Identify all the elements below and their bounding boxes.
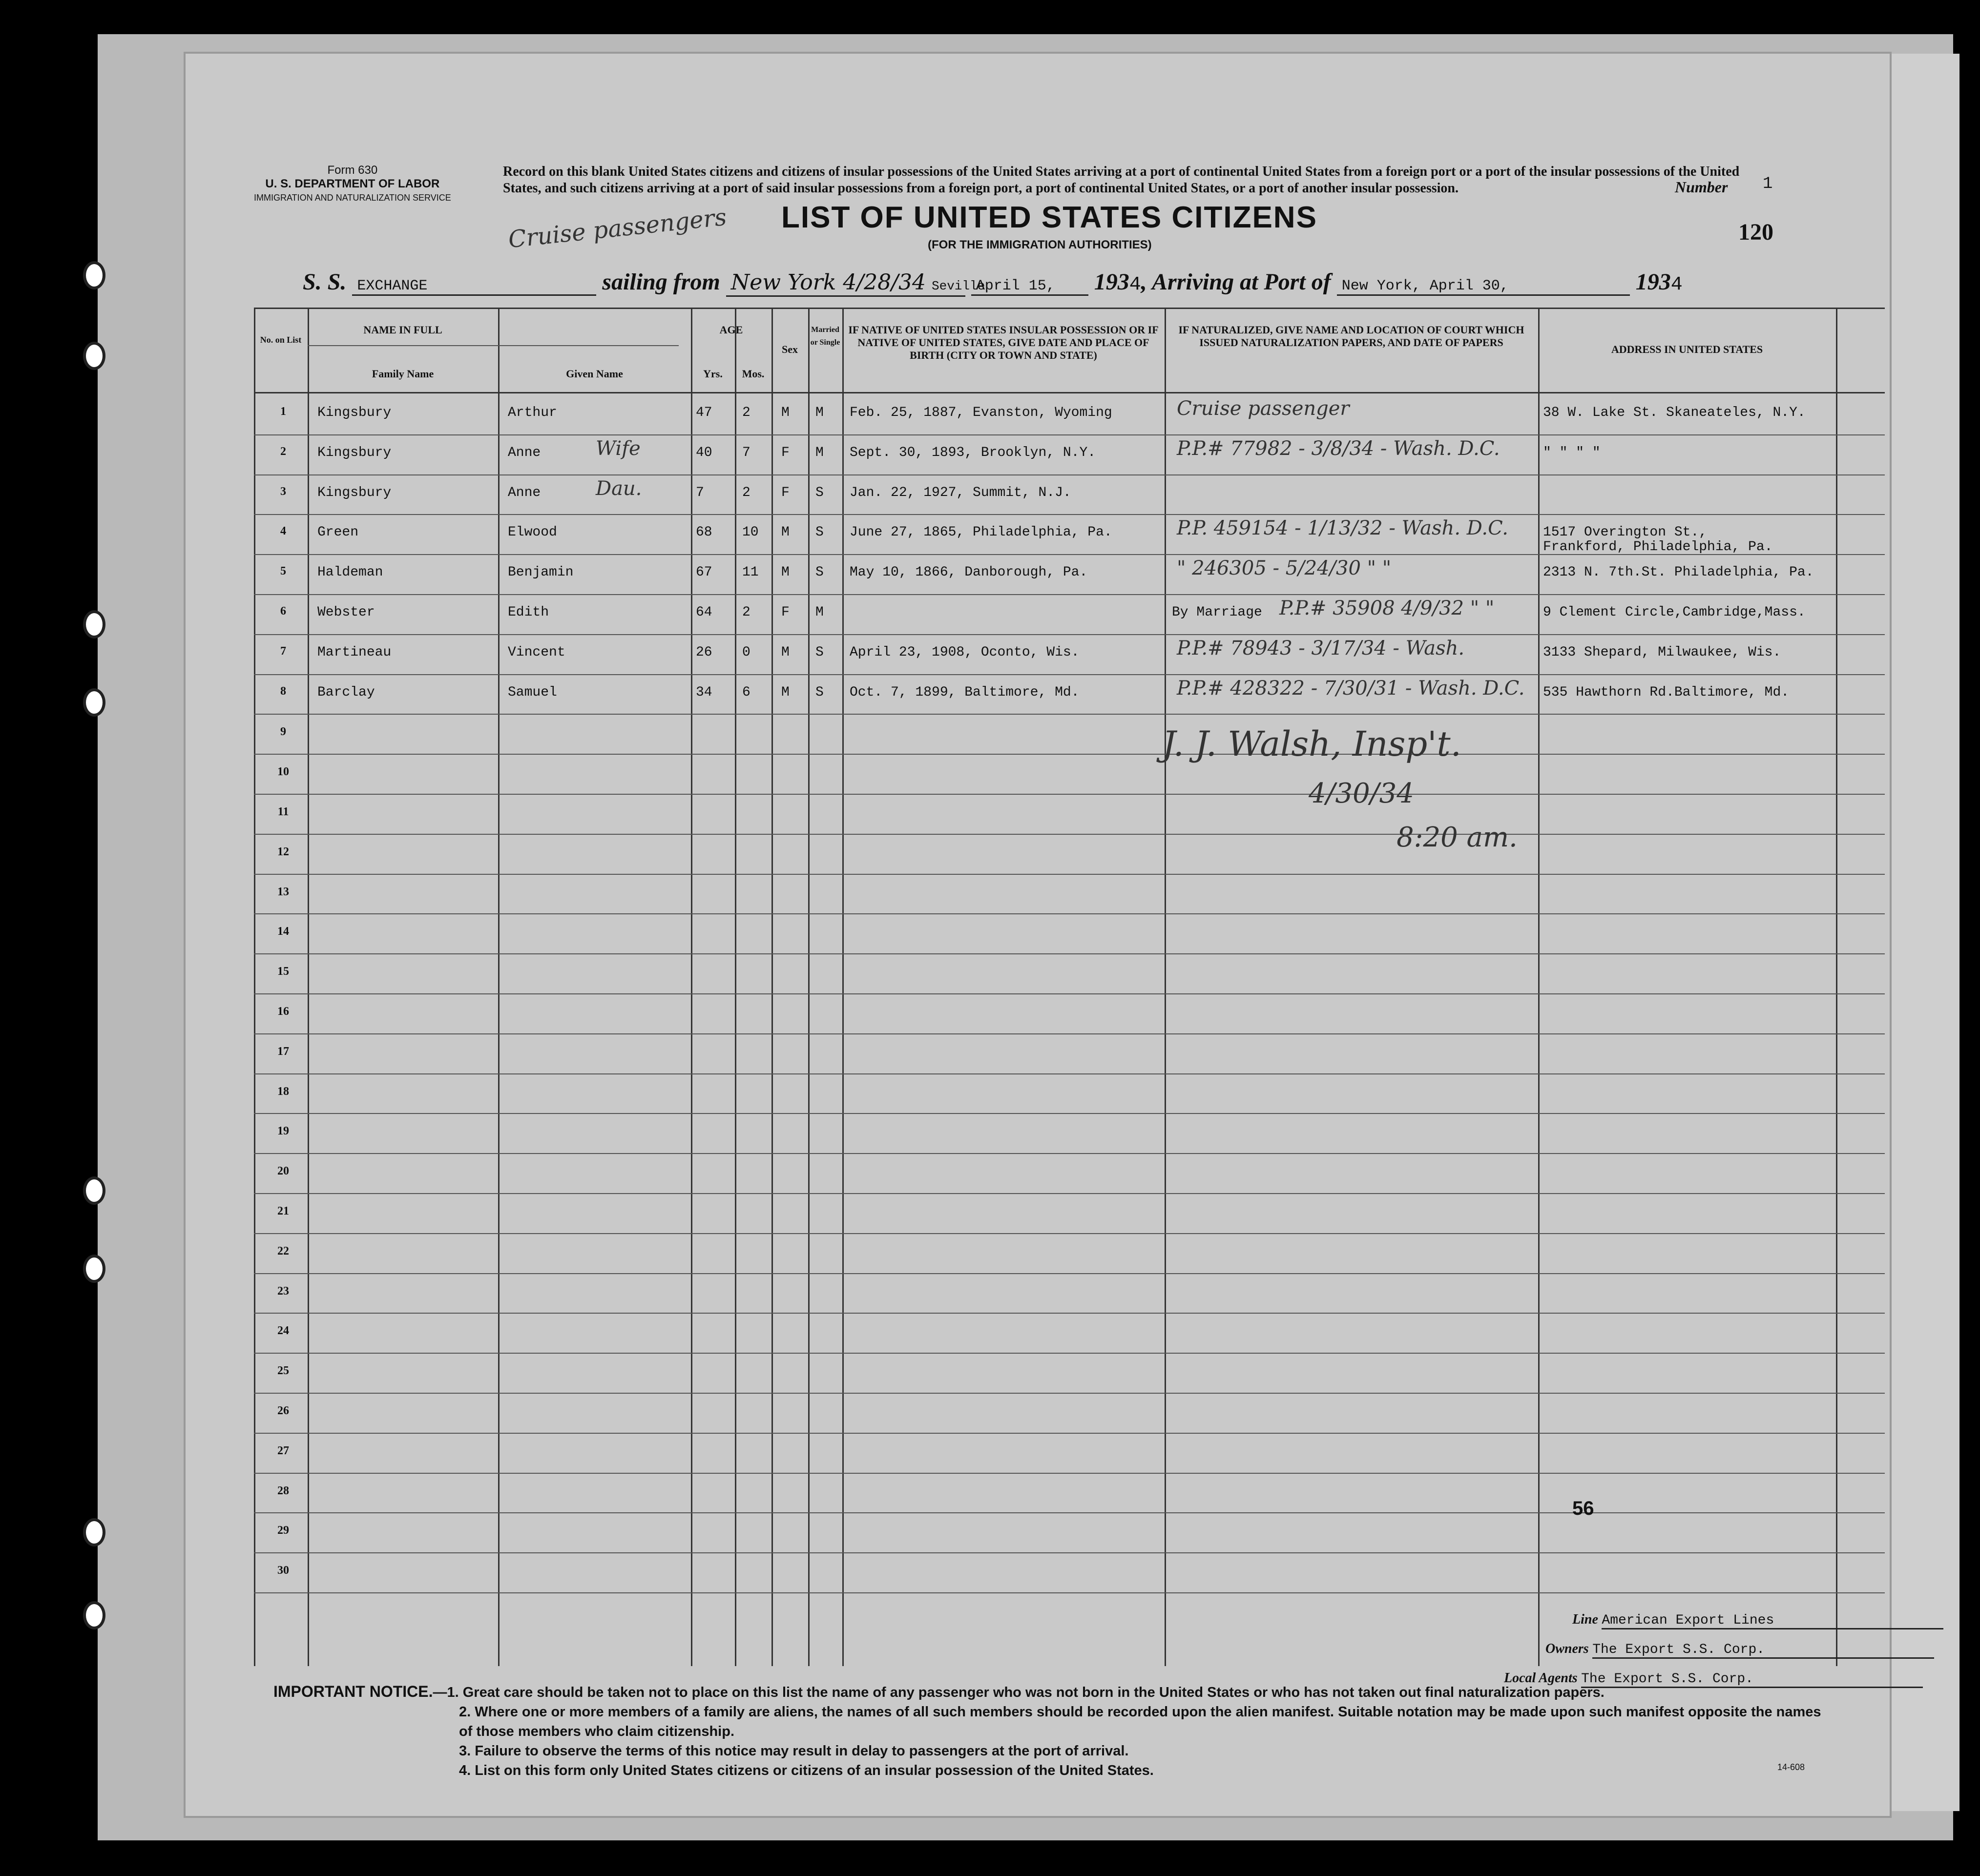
given-name: Benjamin [508, 565, 574, 580]
col-married-single: Married or Single [810, 326, 840, 347]
sailing-from-typed: Seville [931, 279, 985, 293]
notice-item-3: 3. Failure to observe the terms of this notice may result in delay to passengers at the port of arrival. [459, 1743, 1129, 1759]
row-number: 17 [277, 1045, 289, 1058]
sex: F [781, 445, 790, 460]
family-name: Green [317, 525, 359, 540]
row-number: 4 [280, 525, 286, 538]
notice-item-1: —1. Great care should be taken not to place on this list the name of any passenger who was not born in the United States or who has not taken out final naturalization papers. [433, 1685, 1605, 1700]
row-divider [254, 634, 1885, 635]
marital-status: M [815, 405, 824, 420]
birth-info: April 23, 1908, Oconto, Wis. [850, 644, 1080, 660]
naturalization-info: P.P.# 35908 4/9/32 " " [1279, 597, 1495, 619]
cruise-passengers-note: Cruise passengers [507, 203, 728, 254]
service-name: IMMIGRATION AND NATURALIZATION SERVICE [254, 193, 451, 203]
notice-item-4: 4. List on this form only United States citizens or citizens of an insular possession of the United States. [459, 1763, 1154, 1778]
row-divider [254, 1473, 1885, 1474]
col-naturalized: IF NATURALIZED, GIVE NAME AND LOCATION OF COURT WHICH ISSUED NATURALIZATION PAPERS, AND DATE OF PAPERS [1178, 324, 1524, 349]
row-divider [254, 1393, 1885, 1394]
arriving-label: , Arriving at Port of [1141, 269, 1331, 295]
naturalization-info: P.P. 459154 - 1/13/32 - Wash. D.C. [1177, 517, 1509, 540]
row-divider [254, 1273, 1885, 1274]
naturalization-info: P.P.# 428322 - 7/30/31 - Wash. D.C. [1177, 677, 1525, 700]
sailing-from-label: sailing from [602, 269, 720, 295]
col-family-name: Family Name [372, 368, 434, 380]
row-number: 19 [277, 1125, 289, 1138]
row-divider [254, 1433, 1885, 1434]
important-notice [273, 1682, 1836, 1780]
sailing-year-prefix: 193 [1094, 269, 1129, 295]
sex: M [781, 644, 790, 660]
family-name: Kingsbury [317, 445, 392, 460]
owners-value: The Export S.S. Corp. [1592, 1642, 1934, 1659]
row-divider [254, 474, 1885, 475]
line-label: Line [1572, 1612, 1598, 1627]
sailing-from-field [726, 268, 985, 297]
row-number: 1 [280, 405, 286, 418]
row-divider [254, 794, 1885, 795]
given-name: Elwood [508, 525, 557, 540]
row-divider [254, 1073, 1885, 1074]
row-number: 30 [277, 1564, 289, 1577]
sailing-from-handwritten: New York 4/28/34 [730, 270, 926, 295]
row-divider [254, 1153, 1885, 1154]
row-divider [254, 993, 1885, 994]
given-name: Vincent [508, 644, 565, 660]
marital-status: M [815, 445, 824, 460]
row-divider [254, 1113, 1885, 1114]
naturalization-info: Cruise passenger [1177, 397, 1350, 420]
binder-hole [83, 610, 105, 639]
relation-note: Wife [596, 437, 641, 460]
row-divider [254, 874, 1885, 875]
number-value: 1 [1763, 175, 1773, 193]
row-number: 18 [277, 1085, 289, 1098]
row-number: 10 [277, 765, 289, 779]
col-name-in-full: NAME IN FULL [363, 324, 442, 336]
line-value: American Export Lines [1602, 1613, 1943, 1629]
address: 2313 N. 7th.St. Philadelphia, Pa. [1543, 565, 1814, 580]
age-months: 2 [742, 405, 750, 420]
row-number: 22 [277, 1244, 289, 1258]
binder-hole [83, 342, 105, 370]
row-number: 25 [277, 1364, 289, 1378]
birth-info: June 27, 1865, Philadelphia, Pa. [850, 525, 1112, 540]
col-no-on-list: No. on List [260, 335, 302, 345]
age-months: 0 [742, 644, 750, 660]
binder-hole [83, 1255, 105, 1283]
binder-hole [83, 1601, 105, 1629]
row-divider [254, 674, 1885, 675]
row-number: 26 [277, 1404, 289, 1417]
ss-label: S. S. [303, 269, 347, 295]
marital-status: S [815, 485, 824, 500]
address: 3133 Shepard, Milwaukee, Wis. [1543, 644, 1781, 660]
birth-info: Sept. 30, 1893, Brooklyn, N.Y. [850, 445, 1096, 460]
family-name: Haldeman [317, 565, 383, 580]
row-number: 2 [280, 445, 286, 458]
col-age: AGE [719, 324, 743, 336]
sex: F [781, 605, 790, 620]
age-months: 6 [742, 684, 750, 700]
family-name: Kingsbury [317, 405, 392, 420]
row-number: 6 [280, 605, 286, 618]
naturalization-info: P.P.# 78943 - 3/17/34 - Wash. [1177, 637, 1465, 660]
inspector-time: 8:20 am. [1396, 822, 1518, 853]
binder-hole [83, 261, 105, 289]
given-name: Anne [508, 485, 541, 500]
family-name: Martineau [317, 644, 392, 660]
row-divider [254, 1353, 1885, 1354]
row-divider [254, 754, 1885, 755]
family-name: Barclay [317, 684, 375, 700]
row-divider [254, 594, 1885, 595]
birth-info: Jan. 22, 1927, Summit, N.J. [850, 485, 1071, 500]
age-years: 7 [696, 485, 704, 500]
row-number: 29 [277, 1524, 289, 1537]
inspector-signature: J. J. Walsh, Insp't. [1162, 724, 1461, 764]
page-title: LIST OF UNITED STATES CITIZENS [781, 201, 1317, 234]
age-years: 40 [696, 445, 712, 460]
agents-value: The Export S.S. Corp. [1581, 1671, 1923, 1688]
inspector-date: 4/30/34 [1309, 778, 1414, 809]
age-months: 10 [742, 525, 759, 540]
age-years: 64 [696, 605, 712, 620]
row-divider [254, 714, 1885, 715]
row-number: 28 [277, 1484, 289, 1497]
marital-status: M [815, 605, 824, 620]
birth-info: Feb. 25, 1887, Evanston, Wyoming [850, 405, 1112, 420]
given-name: Samuel [508, 684, 557, 700]
sex: F [781, 485, 790, 500]
row-divider [254, 834, 1885, 835]
row-number: 13 [277, 885, 289, 898]
age-years: 67 [696, 565, 712, 580]
row-number: 16 [277, 1005, 289, 1018]
form-identifier [254, 164, 451, 205]
age-months: 2 [742, 485, 750, 500]
address: 535 Hawthorn Rd.Baltimore, Md. [1543, 684, 1790, 700]
sailing-year-digit: 4 [1129, 274, 1141, 296]
col-given-name: Given Name [566, 368, 623, 380]
family-name: Kingsbury [317, 485, 392, 500]
row-divider [254, 953, 1885, 954]
arrival-port-date: New York, April 30, [1337, 278, 1630, 296]
row-number: 9 [280, 725, 286, 739]
arrival-year-digit: 4 [1670, 274, 1683, 296]
age-months: 7 [742, 445, 750, 460]
row-divider [254, 514, 1885, 515]
sex: M [781, 525, 790, 540]
binder-hole [83, 1176, 105, 1205]
row-number: 8 [280, 684, 286, 698]
row-number: 3 [280, 485, 286, 498]
birth-info: Oct. 7, 1899, Baltimore, Md. [850, 684, 1080, 700]
notice-title: IMPORTANT NOTICE. [273, 1683, 433, 1700]
age-years: 34 [696, 684, 712, 700]
age-months: 2 [742, 605, 750, 620]
age-years: 26 [696, 644, 712, 660]
row-number: 27 [277, 1444, 289, 1457]
address-line-2: Frankford, Philadelphia, Pa. [1543, 539, 1773, 555]
row-number: 23 [277, 1284, 289, 1298]
row-divider [254, 434, 1885, 435]
form-instructions: Record on this blank United States citizens and citizens of insular possessions of the United States arriving at a port of continental United States from a foreign port or a port of the insular possessions of the United States, and such citizens arriving at a port of said insular possessions from a foreign port, a port of continental United States, or a port of another insular possession. [503, 164, 1740, 196]
row-divider [254, 1033, 1885, 1034]
row-number: 21 [277, 1205, 289, 1217]
marital-status: S [815, 525, 824, 540]
given-name: Edith [508, 605, 549, 620]
row-divider [254, 1313, 1885, 1314]
passenger-table [254, 308, 1885, 1666]
binder-hole [83, 688, 105, 717]
row-divider [254, 1512, 1885, 1513]
col-mos: Mos. [742, 368, 765, 380]
address: 38 W. Lake St. Skaneateles, N.Y. [1543, 405, 1806, 420]
agents-label: Local Agents [1504, 1670, 1578, 1686]
page-stamp: 56 [1572, 1498, 1594, 1519]
form-code: 14-608 [1777, 1762, 1805, 1772]
row-number: 15 [277, 965, 289, 978]
address: " " " " [1543, 445, 1601, 460]
naturalization-typed: By Marriage [1172, 605, 1262, 620]
age-years: 47 [696, 405, 712, 420]
sailing-date: April 15, [971, 278, 1088, 296]
address: 1517 Overington St., [1543, 525, 1708, 540]
marital-status: S [815, 684, 824, 700]
row-divider [254, 1233, 1885, 1234]
row-number: 7 [280, 644, 286, 658]
age-years: 68 [696, 525, 712, 540]
row-number: 14 [277, 925, 289, 938]
row-number: 20 [277, 1165, 289, 1178]
form-number: Form 630 [327, 164, 378, 177]
col-sex: Sex [782, 343, 798, 355]
naturalization-info: " 246305 - 5/24/30 " " [1177, 557, 1392, 580]
family-name: Webster [317, 605, 375, 620]
given-name: Arthur [508, 405, 557, 420]
sex: M [781, 405, 790, 420]
row-number: 24 [277, 1324, 289, 1338]
address: 9 Clement Circle,Cambridge,Mass. [1543, 605, 1806, 620]
manifest-sheet [186, 54, 1890, 1816]
sex: M [781, 684, 790, 700]
page-number: 120 [1738, 219, 1773, 245]
department-name: U. S. DEPARTMENT OF LABOR [265, 177, 440, 190]
naturalization-info: P.P.# 77982 - 3/8/34 - Wash. D.C. [1177, 437, 1500, 460]
row-number: 11 [277, 805, 289, 818]
binder-hole [83, 1518, 105, 1546]
row-divider [254, 1552, 1885, 1553]
arrival-year-prefix: 193 [1635, 269, 1671, 295]
given-name: Anne [508, 445, 541, 460]
age-months: 11 [742, 565, 759, 580]
row-number: 12 [277, 845, 289, 858]
marital-status: S [815, 644, 824, 660]
ship-name: EXCHANGE [352, 278, 596, 296]
row-divider [254, 1592, 1885, 1593]
owners-label: Owners [1545, 1641, 1589, 1656]
col-birth: IF NATIVE OF UNITED STATES INSULAR POSSESSION OR IF NATIVE OF UNITED STATES, GIVE DATE AND PLACE OF BIRTH (CITY OR TOWN AND STATE) [848, 324, 1159, 361]
relation-note: Dau. [596, 477, 642, 500]
number-label: Number [1675, 178, 1728, 196]
col-yrs: Yrs. [703, 368, 723, 380]
marital-status: S [815, 565, 824, 580]
col-address: ADDRESS IN UNITED STATES [1611, 343, 1763, 355]
row-number: 5 [280, 565, 286, 578]
birth-info: May 10, 1866, Danborough, Pa. [850, 565, 1088, 580]
row-divider [254, 913, 1885, 914]
row-divider [254, 1193, 1885, 1194]
voyage-line [303, 268, 1880, 297]
sex: M [781, 565, 790, 580]
notice-item-2: 2. Where one or more members of a family are aliens, the names of all such members should be recorded upon the alien manifest. Suitable notation may be made upon such manifest opposite the names of those members who claim citizenship. [459, 1704, 1821, 1739]
page-subtitle: (FOR THE IMMIGRATION AUTHORITIES) [928, 238, 1152, 251]
